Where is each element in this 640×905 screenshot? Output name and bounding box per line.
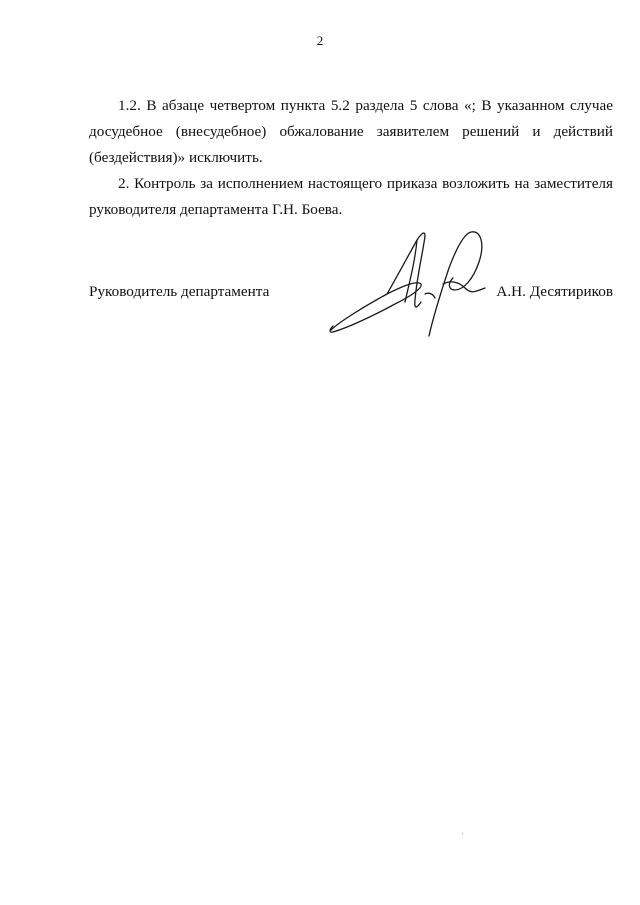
scan-speck xyxy=(462,833,463,834)
signature-icon xyxy=(325,222,495,342)
document-body xyxy=(89,93,613,223)
signatory-name: А.Н. Десятириков xyxy=(496,283,613,300)
signatory-title: Руководитель департамента xyxy=(89,283,270,300)
paragraph-2: 2. Контроль за исполнением настоящего приказа возложить на заместителя руководителя департамента Г.Н. Боева. xyxy=(89,175,613,218)
page-number: 2 xyxy=(316,33,324,48)
paragraph-1-2: 1.2. В абзаце четвертом пункта 5.2 раздела 5 слова «; В указанном случае досудебное (внесудебное) обжалование заявителем решений и действий (бездействия)» исключить. xyxy=(89,97,613,166)
